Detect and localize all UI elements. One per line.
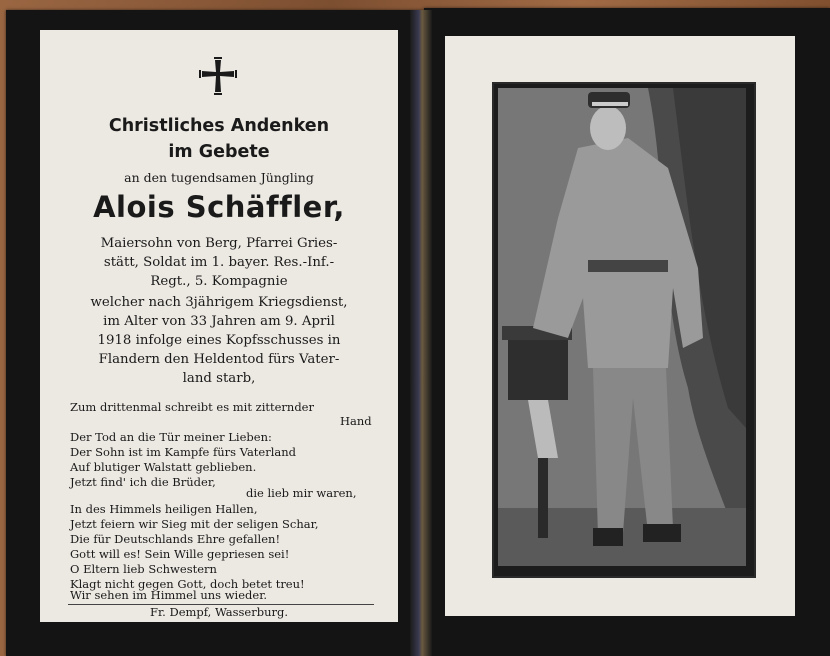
bio-line: im Alter von 33 Jahren am 9. April [103, 314, 335, 329]
poem-line: Wir sehen im Himmel uns wieder. [70, 588, 268, 602]
iron-cross-icon [198, 56, 238, 96]
bio-line: stätt, Soldat im 1. bayer. Res.-Inf.- [103, 255, 335, 270]
printer-credit: Fr. Dempf, Wasserburg. [149, 605, 289, 619]
bio-line: Maiersohn von Berg, Pfarrei Gries- [100, 236, 338, 251]
bio-line: Flandern den Heldentod fürs Vater- [98, 352, 340, 367]
poem-line: Die für Deutschlands Ehre gefallen! [70, 532, 281, 546]
heading-line-2: im Gebete [168, 142, 270, 162]
poem-intro-end: Hand [340, 414, 372, 428]
poem-intro: Zum drittenmal schreibt es mit zitternder [70, 400, 314, 414]
poem-line: Jetzt feiern wir Sieg mit der seligen Schar, [70, 517, 319, 531]
poem-line: Gott will es! Sein Wille gepriesen sei! [70, 547, 290, 561]
soldier-portrait-image [498, 88, 746, 566]
poem-line: Jetzt find' ich die Brüder, [70, 475, 216, 489]
poem-line: Der Sohn ist im Kampfe fürs Vaterland [70, 445, 297, 459]
card-fold [410, 10, 432, 656]
poem-line: Auf blutiger Walstatt geblieben. [70, 460, 257, 474]
poem-line: In des Himmels heiligen Hallen, [70, 502, 258, 516]
poem-line: die lieb mir waren, [246, 486, 357, 500]
deceased-name: Alois Schäffler, [93, 190, 345, 224]
poem-line: O Eltern lieb Schwestern [70, 562, 217, 576]
poem-line: Der Tod an die Tür meiner Lieben: [70, 430, 272, 444]
bio-line: Regt., 5. Kompagnie [150, 274, 288, 289]
poem-line: Klagt nicht gegen Gott, doch betet treu! [70, 577, 305, 591]
bio-line: welcher nach 3jährigem Kriegsdienst, [90, 295, 348, 310]
bio-line: land starb, [182, 371, 256, 386]
dedication-line: an den tugendsamen Jüngling [124, 170, 314, 185]
bio-line: 1918 infolge eines Kopfsschusses in [97, 333, 341, 348]
soldier-photograph [498, 88, 746, 566]
heading-line-1: Christliches Andenken [108, 116, 330, 136]
